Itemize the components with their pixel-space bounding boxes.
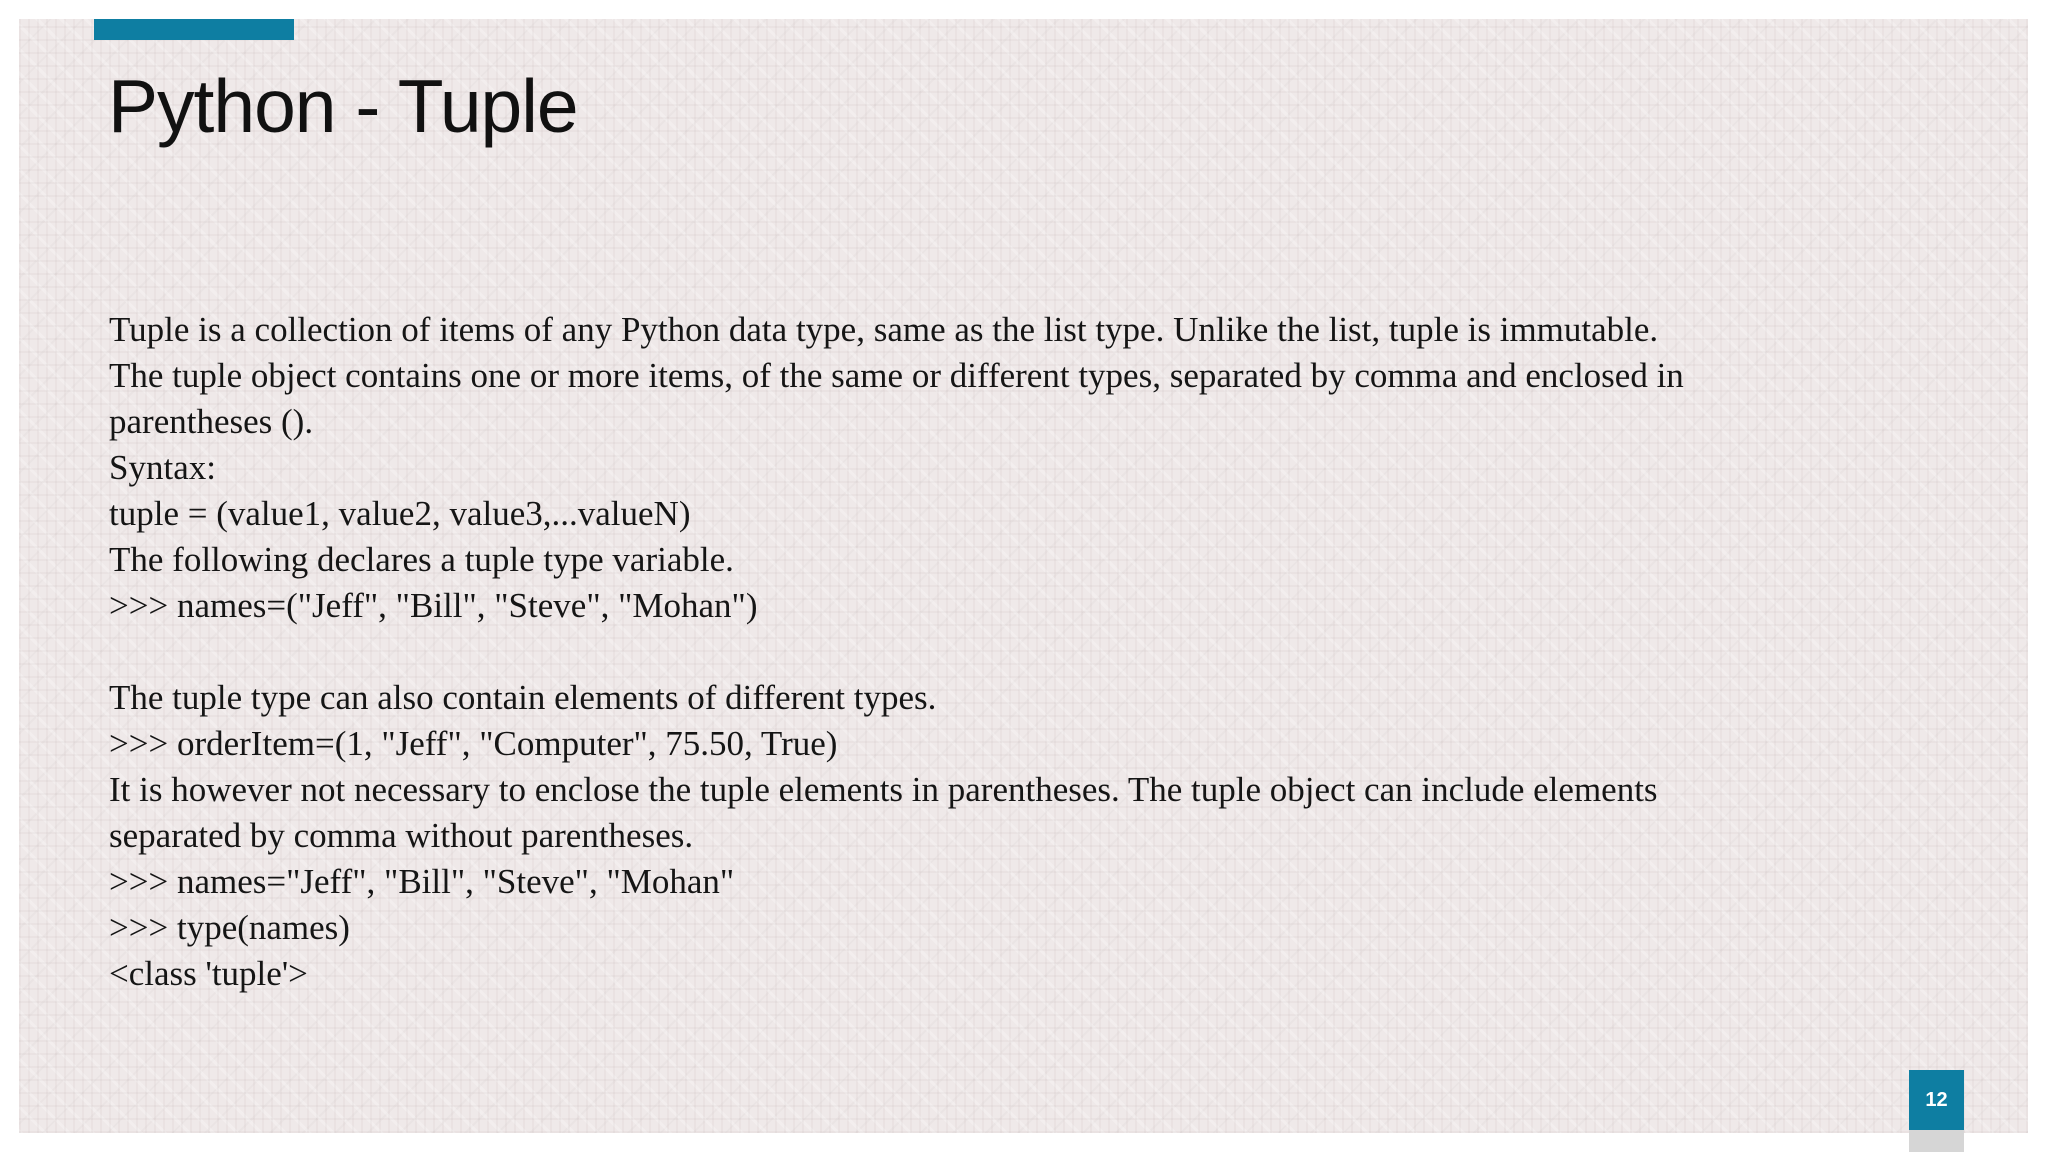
body-line: Tuple is a collection of items of any Python data type, same as the list type. Unlike the list, tuple is immutable. — [109, 310, 1659, 349]
body-line: The following declares a tuple type variable. — [109, 540, 734, 579]
slide-body — [109, 307, 2009, 997]
code-line: >>> type(names) — [109, 908, 350, 947]
body-line: parentheses (). — [109, 402, 314, 441]
code-line: tuple = (value1, value2, value3,...valueN) — [109, 494, 691, 533]
code-line: >>> orderItem=(1, "Jeff", "Computer", 75.50, True) — [109, 724, 838, 763]
code-line: >>> names="Jeff", "Bill", "Steve", "Mohan" — [109, 862, 735, 901]
body-line: The tuple type can also contain elements of different types. — [109, 678, 937, 717]
accent-bar — [94, 19, 294, 40]
body-line: Syntax: — [109, 448, 216, 487]
blank-line — [109, 629, 2009, 675]
page-badge-shadow — [1909, 1130, 1964, 1152]
slide — [19, 19, 2028, 1133]
code-output-line: <class 'tuple'> — [109, 954, 308, 993]
page-number-badge: 12 — [1909, 1070, 1964, 1130]
code-line: >>> names=("Jeff", "Bill", "Steve", "Mohan") — [109, 586, 758, 625]
body-line: separated by comma without parentheses. — [109, 816, 694, 855]
slide-title: Python - Tuple — [108, 64, 578, 148]
body-line: The tuple object contains one or more items, of the same or different types, separated by comma and enclosed in — [109, 356, 1684, 395]
body-line: It is however not necessary to enclose the tuple elements in parentheses. The tuple object can include elements — [109, 770, 1658, 809]
